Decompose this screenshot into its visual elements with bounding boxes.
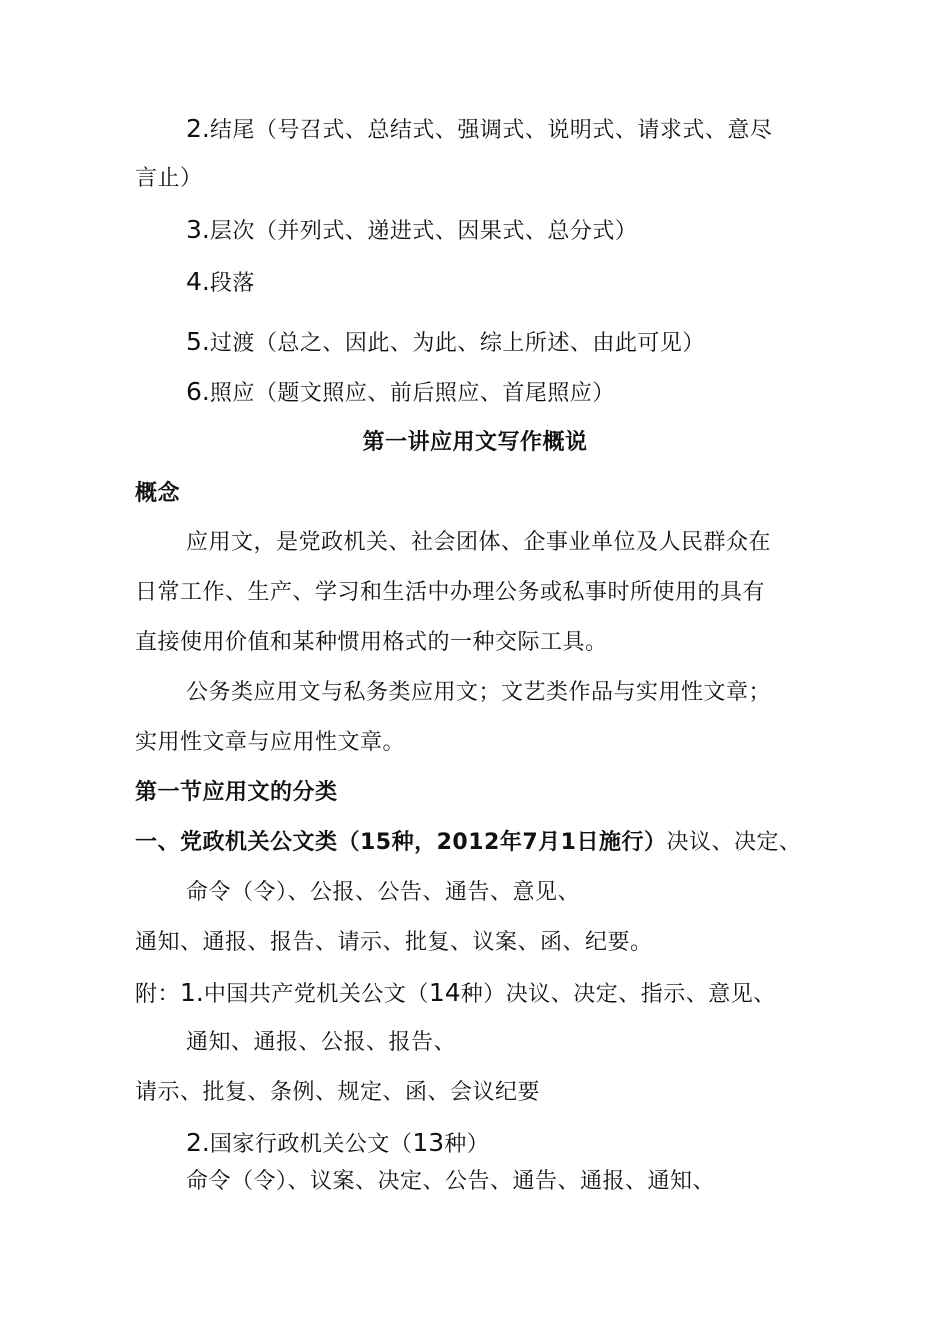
item-text: 种） [444, 1132, 490, 1157]
item-number: 6. [186, 377, 210, 406]
paragraph-line: 通知、通报、公报、报告、 [186, 1030, 457, 1055]
section-heading: 第一节应用文的分类 [135, 780, 338, 805]
item-transition [186, 327, 705, 359]
item-text: 层次（并列式、递进式、因果式、总分式） [209, 219, 638, 244]
item-levels [186, 215, 637, 247]
item-count: 14 [428, 978, 461, 1007]
appendix-government-documents [186, 1128, 489, 1160]
item-text: 言止） [135, 166, 203, 191]
item-text: 种）决议、决定、指示、意见、 [460, 982, 776, 1007]
item-text: 照应（题文照应、前后照应、首尾照应） [209, 381, 615, 406]
paragraph-line: 应用文，是党政机关、社会团体、企事业单位及人民群众在 [186, 530, 772, 555]
item-ending [186, 114, 772, 146]
category-text: 决议、决定、 [666, 830, 802, 855]
item-number: 5. [186, 327, 210, 356]
paragraph-line: 日常工作、生产、学习和生活中办理公务或私事时所使用的具有 [135, 580, 766, 605]
paragraph-line: 公务类应用文与私务类应用文；文艺类作品与实用性文章； [186, 680, 772, 705]
appendix-party-documents [135, 978, 776, 1010]
item-number: 2. [186, 1128, 210, 1157]
item-count: 13 [412, 1128, 445, 1157]
item-text: 段落 [209, 271, 255, 296]
lecture-title: 第一讲应用文写作概说 [362, 430, 588, 455]
paragraph-line: 实用性文章与应用性文章。 [135, 730, 406, 755]
item-paragraphs [186, 267, 255, 299]
appendix-prefix: 附： [135, 982, 181, 1007]
paragraph-line: 命令（令）、公报、公告、通告、意见、 [186, 880, 581, 905]
paragraph-line: 命令（令）、议案、决定、公告、通告、通报、通知、 [186, 1169, 716, 1194]
category-title: 一、党政机关公文类（15种，2012年7月1日施行） [135, 830, 667, 855]
item-echo [186, 377, 615, 409]
item-ending-continued [135, 164, 203, 194]
item-number: 1. [180, 978, 204, 1007]
heading-concept: 概念 [135, 481, 181, 506]
paragraph-line: 请示、批复、条例、规定、函、会议纪要 [135, 1080, 541, 1105]
paragraph-line: 直接使用价值和某种惯用格式的一种交际工具。 [135, 630, 608, 655]
item-text: 中国共产党机关公文（ [203, 982, 429, 1007]
category-party-government [135, 828, 801, 858]
item-number: 3. [186, 215, 210, 244]
item-text: 过渡（总之、因此、为此、综上所述、由此可见） [209, 331, 705, 356]
item-text: 结尾（号召式、总结式、强调式、说明式、请求式、意尽 [209, 118, 773, 143]
item-number: 2. [186, 114, 210, 143]
item-number: 4. [186, 267, 210, 296]
paragraph-line: 通知、通报、报告、请示、批复、议案、函、纪要。 [135, 930, 653, 955]
item-text: 国家行政机关公文（ [209, 1132, 413, 1157]
